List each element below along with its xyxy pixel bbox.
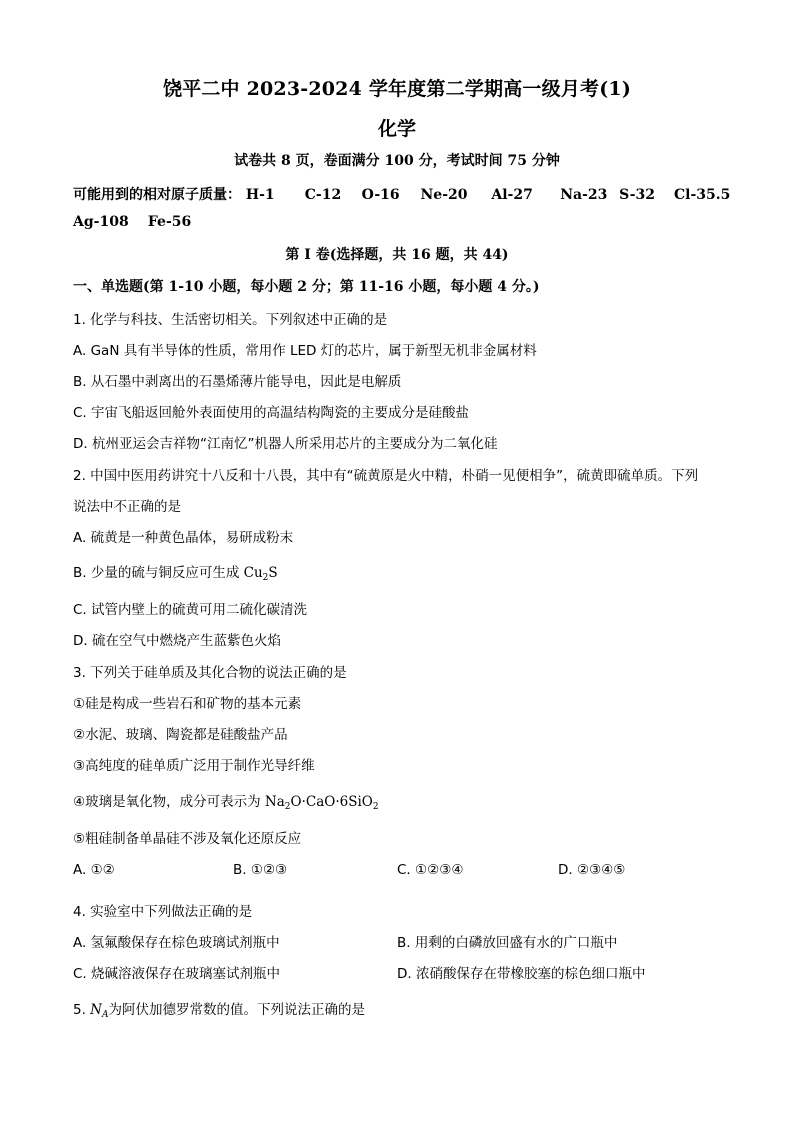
avogadro-symbol: $N_A$ (90, 1002, 109, 1020)
section-heading: 一、单选题(第 1-10 小题，每小题 2 分；第 11-16 小题，每小题 4 分。) (73, 279, 540, 295)
atomic-mass-item: Cl-35.5 (674, 187, 731, 203)
question-4-option-a: A. 氢氟酸保存在棕色玻璃试剂瓶中 (73, 935, 280, 951)
atomic-mass-item: Ne-20 (420, 187, 468, 203)
question-3-option-d: D. ②③④⑤ (558, 862, 626, 878)
question-3-statement-3: ③高纯度的硅单质广泛用于制作光导纤维 (73, 758, 315, 774)
exam-info: 试卷共 8 页，卷面满分 100 分，考试时间 75 分钟 (234, 153, 560, 169)
copper-sulfide-formula: $Cu_2S$ (243, 565, 278, 583)
atomic-mass-item: Na-23 (560, 187, 608, 203)
question-2-option-b (73, 561, 278, 583)
question-2-stem-line-2: 说法中不正确的是 (73, 499, 181, 515)
question-2-option-a: A. 硫黄是一种黄色晶体，易研成粉末 (73, 530, 294, 546)
atomic-mass-item: C-12 (304, 187, 342, 203)
question-4-option-c: C. 烧碱溶液保存在玻璃塞试剂瓶中 (73, 966, 281, 982)
atomic-masses-line (73, 184, 730, 204)
glass-formula: $Na_2O\cdot CaO\cdot 6SiO_2$ (264, 794, 379, 812)
atomic-mass-item: O-16 (361, 187, 400, 203)
atomic-mass-item: S-32 (619, 187, 656, 203)
question-1-option-a: A. GaN 具有半导体的性质，常用作 LED 灯的芯片，属于新型无机非金属材料 (73, 343, 537, 359)
question-5-stem: 5. $N_A$为阿伏加德罗常数的值。下列说法正确的是 (73, 1002, 365, 1020)
atomic-mass-item: Al-27 (491, 187, 533, 203)
question-4-option-d: D. 浓硝酸保存在带橡胶塞的棕色细口瓶中 (397, 966, 646, 982)
atomic-mass-item: H-1 (245, 187, 275, 203)
question-1-option-c: C. 宇宙飞船返回舱外表面使用的高温结构陶瓷的主要成分是硅酸盐 (73, 405, 470, 421)
question-3-statement-4: ④玻璃是氧化物，成分可表示为 $Na_2O\cdot CaO\cdot 6SiO_2$ (73, 794, 379, 812)
question-3-option-c: C. ①②③④ (397, 862, 464, 878)
question-4-stem: 4. 实验室中下列做法正确的是 (73, 904, 253, 920)
question-2-option-d: D. 硫在空气中燃烧产生蓝紫色火焰 (73, 633, 281, 649)
question-3-stem: 3. 下列关于硅单质及其化合物的说法正确的是 (73, 665, 347, 681)
question-2-stem-line-1: 2. 中国中医用药讲究十八反和十八畏，其中有“硫黄原是火中精，朴硝一见便相争”，硫黄即硫单质。下列 (73, 468, 699, 484)
atomic-mass-item: Fe-56 (147, 214, 192, 230)
atomic-masses-line-2 (73, 214, 191, 230)
question-3-statement-2: ②水泥、玻璃、陶瓷都是硅酸盐产品 (73, 727, 288, 743)
question-4-option-b: B. 用剩的白磷放回盛有水的广口瓶中 (397, 935, 618, 951)
question-3-option-a: A. ①② (73, 862, 115, 878)
question-3-option-b: B. ①②③ (233, 862, 288, 878)
volume-heading: 第 I 卷(选择题，共 16 题，共 44) (285, 247, 509, 263)
question-1-option-b: B. 从石墨中剥离出的石墨烯薄片能导电，因此是电解质 (73, 374, 402, 390)
atomic-masses-label: 可能用到的相对原子质量： (73, 187, 241, 203)
question-1-stem: 1. 化学与科技、生活密切相关。下列叙述中正确的是 (73, 312, 388, 328)
subject-heading: 化学 (377, 118, 416, 140)
question-2-option-b-text: B. 少量的硫与铜反应可生成 (73, 565, 244, 581)
atomic-mass-item: Ag-108 (73, 214, 129, 230)
question-3-statement-5: ⑤粗硅制备单晶硅不涉及氧化还原反应 (73, 831, 302, 847)
question-3-statement-1: ①硅是构成一些岩石和矿物的基本元素 (73, 696, 302, 712)
exam-title: 饶平二中 2023-2024 学年度第二学期高一级月考(1) (162, 78, 632, 100)
question-1-option-d: D. 杭州亚运会吉祥物“江南忆”机器人所采用芯片的主要成分为二氧化硅 (73, 436, 498, 452)
question-2-option-c: C. 试管内壁上的硫黄可用二硫化碳清洗 (73, 602, 308, 618)
